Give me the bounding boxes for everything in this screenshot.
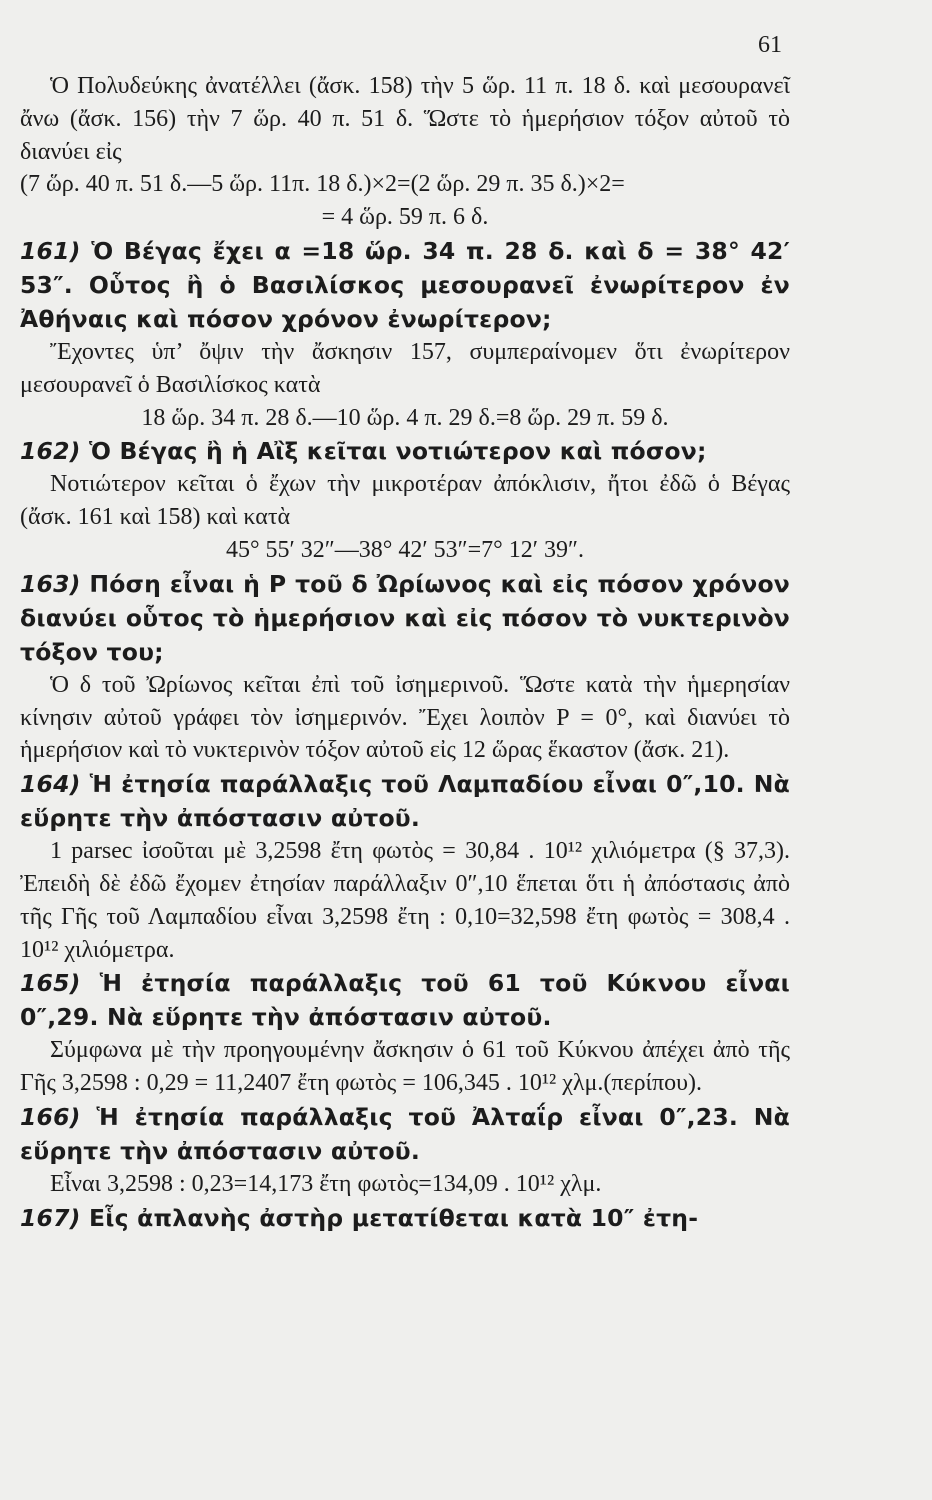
problem-number: 164): [20, 770, 81, 799]
paragraph: Ὁ δ τοῦ Ὠρίωνος κεῖται ἐπὶ τοῦ ἰσημερινοῦ. Ὥστε κατὰ τὴν ἡμερησίαν κίνησιν αὐτοῦ γράφει τὸν ἰσημερινόν. Ἔχει λοιπὸν P = 0°, καὶ διανύει τὸ ἡμερήσιον καὶ τὸ νυκτερινὸν τόξον αὐτοῦ εἰς 12 ὥρας ἕκαστον (ἄσκ. 21).: [20, 671, 790, 764]
centered-formula: = 4 ὥρ. 59 π. 6 δ.: [321, 204, 489, 231]
problem-167: [20, 1201, 790, 1235]
problem-number: 166): [20, 1102, 81, 1131]
problem-number: 162): [20, 437, 81, 466]
problem-text: Ἡ ἐτησία παράλλαξις τοῦ Ἀλταΐρ εἶναι 0″,23. Νὰ εὕρητε τὴν ἀπόστασιν αὐτοῦ.: [20, 1102, 790, 1165]
problem-165: [20, 966, 790, 1034]
problem-164: [20, 767, 790, 835]
problem-text: Ὁ Βέγας ἢ ἡ Αἲξ κεῖται νοτιώτερον καὶ πόσον;: [89, 437, 707, 466]
paragraph: 1 parsec ἰσοῦται μὲ 3,2598 ἔτη φωτὸς = 30,84 . 10¹² χιλιόμετρα (§ 37,3). Ἐπειδὴ δὲ ἐδῶ ἔχομεν ἐτησίαν παράλλαξιν 0″,10 ἕπεται ὅτι ἡ ἀπόστασις ἀπὸ τῆς Γῆς τοῦ Λαμπαδίου εἶναι 3,2598 ἔτη : 0,10=32,598 ἔτη φωτὸς = 308,4 . 10¹² χιλιόμετρα.: [20, 838, 790, 963]
problem-text: Ἡ ἐτησία παράλλαξις τοῦ Λαμπαδίου εἶναι 0″,10. Νὰ εὕρητε τὴν ἀπόστασιν αὐτοῦ.: [20, 770, 790, 833]
page-number: 61: [758, 32, 782, 58]
paragraph: (7 ὥρ. 40 π. 51 δ.—5 ὥρ. 11π. 18 δ.)×2=(2 ὥρ. 29 π. 35 δ.)×2=: [20, 171, 625, 198]
problem-166: [20, 1100, 790, 1168]
problem-text: Ὁ Βέγας ἔχει α =18 ὥρ. 34 π. 28 δ. καὶ δ = 38° 42′ 53″. Οὗτος ἢ ὁ Βασιλίσκος μεσουρανεῖ ἐνωρίτερον ἐν Ἀθήναις καὶ πόσον χρόνον ἐνωρίτερον;: [20, 236, 790, 333]
problem-number: 167): [20, 1203, 81, 1232]
problem-number: 161): [20, 236, 81, 265]
problem-text: Εἷς ἀπλανὴς ἀστὴρ μετατίθεται κατὰ 10″ ἐτη-: [89, 1203, 699, 1232]
paragraph: Νοτιώτερον κεῖται ὁ ἔχων τὴν μικροτέραν ἀπόκλισιν, ἤτοι ἐδῶ ὁ Βέγας (ἄσκ. 161 καὶ 158) καὶ κατὰ: [20, 471, 790, 531]
paragraph: Εἶναι 3,2598 : 0,23=14,173 ἔτη φωτὸς=134,09 . 10¹² χλμ.: [50, 1170, 602, 1197]
problem-163: [20, 567, 790, 669]
centered-formula: 45° 55′ 32″—38° 42′ 53″=7° 12′ 39″.: [225, 536, 585, 563]
centered-formula: 18 ὥρ. 34 π. 28 δ.—10 ὥρ. 4 π. 29 δ.=8 ὥρ. 29 π. 59 δ.: [141, 404, 669, 431]
problem-162: [20, 434, 790, 468]
problem-161: [20, 234, 790, 336]
problem-text: Ἡ ἐτησία παράλλαξις τοῦ 61 τοῦ Κύκνου εἶναι 0″,29. Νὰ εὕρητε τὴν ἀπόστασιν αὐτοῦ.: [20, 969, 790, 1032]
paragraph: Ἔχοντες ὑπ’ ὄψιν τὴν ἄσκησιν 157, συμπεραίνομεν ὅτι ἐνωρίτερον μεσουρανεῖ ὁ Βασιλίσκος κατὰ: [20, 338, 790, 398]
problem-number: 163): [20, 569, 81, 598]
paragraph: Ὁ Πολυδεύκης ἀνατέλλει (ἄσκ. 158) τὴν 5 ὥρ. 11 π. 18 δ. καὶ μεσουρανεῖ ἄνω (ἄσκ. 156) τὴν 7 ὥρ. 40 π. 51 δ. Ὥστε τὸ ἡμερήσιον τόξον αὐτοῦ τὸ διανύει εἰς: [20, 73, 790, 165]
page-body: [20, 70, 790, 1235]
problem-text: Πόση εἶναι ἡ P τοῦ δ Ὠρίωνος καὶ εἰς πόσον χρόνον διανύει οὗτος τὸ ἡμερήσιον καὶ εἰς πόσον τὸ νυκτερινὸν τόξον του;: [20, 569, 791, 666]
paragraph: Σύμφωνα μὲ τὴν προηγουμένην ἄσκησιν ὁ 61 τοῦ Κύκνου ἀπέχει ἀπὸ τῆς Γῆς 3,2598 : 0,29 = 11,2407 ἔτη φωτὸς = 106,345 . 10¹² χλμ.(περίπου).: [20, 1037, 790, 1097]
problem-number: 165): [20, 969, 81, 998]
